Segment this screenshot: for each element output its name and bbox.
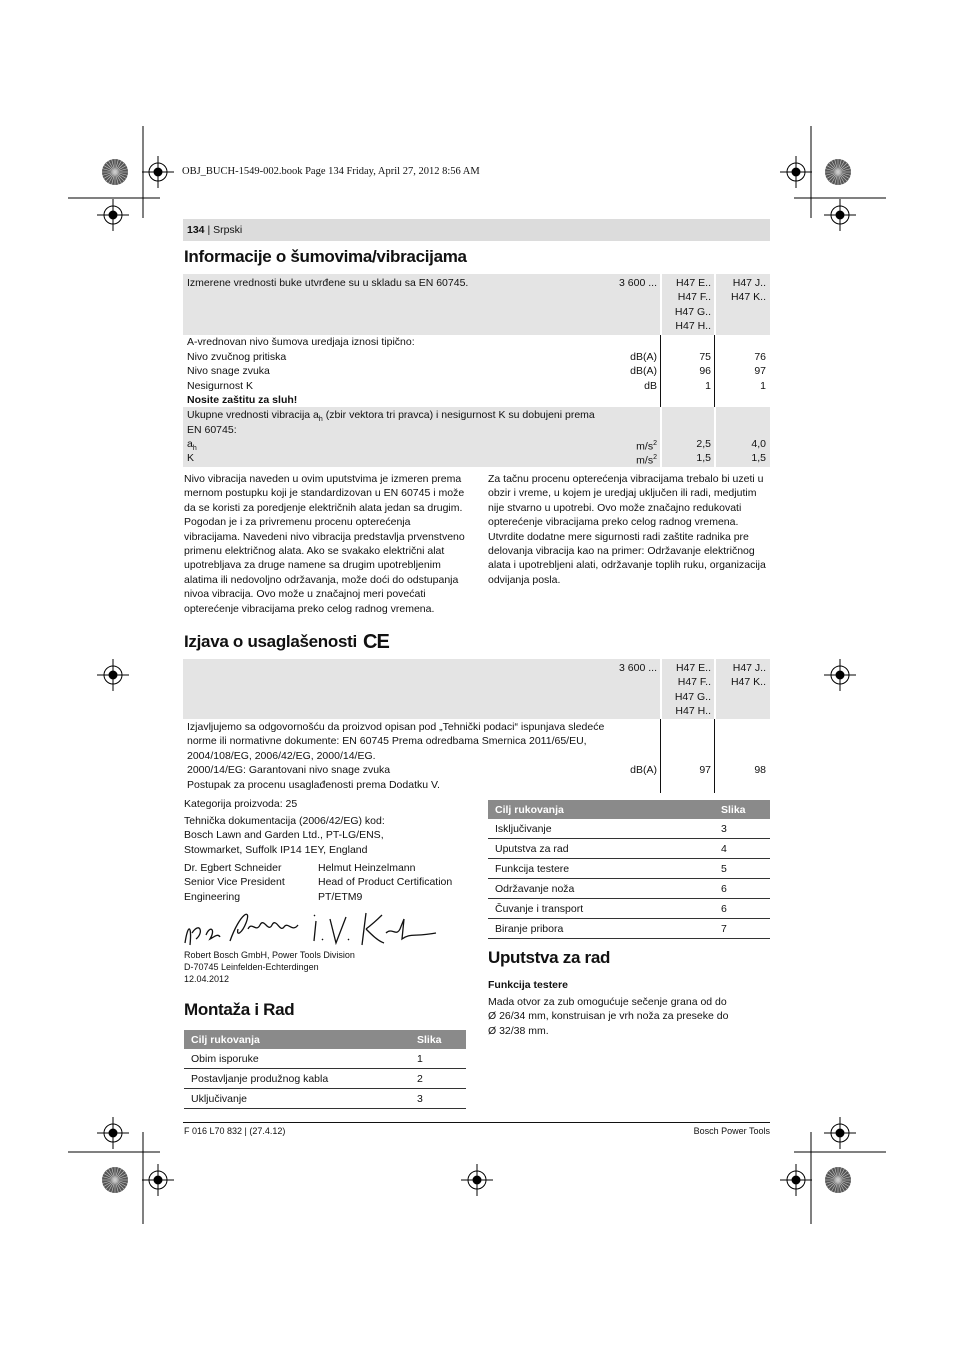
- declaration-line: 2004/108/EG, 2006/42/EG, 2000/14/EG.: [187, 749, 376, 762]
- vibration-row-value-1: 1,5: [696, 452, 711, 465]
- signer-line: Senior Vice President: [184, 876, 285, 889]
- table-row: [488, 839, 770, 859]
- technical-documentation: [184, 814, 385, 857]
- tech-doc-line: Tehnička dokumentacija (2006/42/EG) kod:: [184, 815, 385, 827]
- registration-crosshair: [142, 156, 174, 188]
- page-number: 134: [187, 224, 205, 236]
- signer-line: Helmut Heinzelmann: [318, 862, 416, 874]
- noise-row-label: Nivo snage zvuka: [187, 365, 270, 378]
- table-cell-figure: 4: [714, 839, 770, 859]
- conformity-declaration: [187, 720, 604, 792]
- page-header-bar: [183, 219, 770, 241]
- conformity-value-2: 98: [754, 764, 766, 776]
- instruction-line: Ø 32/38 mm.: [488, 1024, 549, 1037]
- table-row: [488, 859, 770, 879]
- ce-mark-icon: CE: [363, 631, 389, 653]
- model-prefix: 3 600 ...: [619, 662, 657, 674]
- vib-intro-sub: h: [318, 416, 323, 424]
- col2-models: [716, 661, 766, 690]
- declaration-line: Izjavljujemo sa odgovornošću da proizvod opisan pod „Tehnički podaci“ ispunjava sledeće: [187, 721, 605, 733]
- company-line: 12.04.2012: [184, 974, 230, 984]
- col-header-goal: Cilj rukovanja: [184, 1030, 410, 1049]
- table-cell-goal: Čuvanje i transport: [488, 899, 714, 919]
- noise-row-unit: dB(A): [630, 351, 657, 363]
- assembly-section-title: Montaža i Rad: [184, 1000, 295, 1019]
- conformity-value-1: 97: [699, 764, 711, 776]
- col-header-figure: Slika: [410, 1030, 466, 1049]
- vibration-paragraph-right: Za tačnu procenu opterećenja vibracijama trebalo bi uzeti u obzir i vreme, u kojem je uredjaj uključen ili radi, medjutim nije stvarno u upotrebi. Ovo može značajno redukovati opterećenje vibracijama preko celog radnog vremena. Utvrdite dodatne mere sigurnosti radi zaštite radnika pre delovanja vibracija kao na primer: Održavanje električnog alata i upotrebljeni alati, održavanje toplih ruku, organizacija odvijanja posla.: [488, 473, 766, 586]
- noise-row-label: Nesigurnost K: [187, 379, 253, 392]
- table-cell-figure: 2: [410, 1069, 466, 1089]
- vibration-row-label-sub: h: [192, 445, 197, 453]
- model-code: H47 F..: [677, 676, 711, 689]
- vibration-standard: EN 60745:: [187, 424, 237, 436]
- noise-row-value-1: 96: [699, 365, 711, 378]
- instruction-line: Ø 26/34 mm, konstruisan je vrh noža za preseke do: [488, 1010, 729, 1023]
- declaration-line: 2000/14/EG: Garantovani nivo snage zvuka: [187, 764, 391, 777]
- table-cell-goal: Postavljanje produžnog kabla: [184, 1069, 410, 1089]
- col2-models: [716, 276, 766, 305]
- footer-brand: Bosch Power Tools: [693, 1126, 770, 1136]
- language-label: Srpski: [213, 224, 243, 236]
- assembly-table: [184, 1030, 466, 1109]
- vibration-paragraph-left: Nivo vibracija naveden u ovim uputstvima je izmeren prema mernom postupku koji je standardizovan u EN 60745 i može da se koristi za poredjenje električnih alata jedan sa drugim. Pogodan je i za privremenu procenu opterećenja vibracijama. Navedeni nivo vibracija predstavlja prvenstveno primenu električnog alata. Ako se svakako električni alat upotrebljava za druge namene sa drugim upotrebljenim alatima ili nedovoljno održavanja, može doći do odstupanja nivoa vibracija. Ovo može u značajnoj meri povećati opterećenje vibracijama preko celog radnog vremena.: [184, 473, 465, 615]
- noise-row-unit: dB: [644, 379, 657, 392]
- table-cell-goal: Uputstva za rad: [488, 839, 714, 859]
- col1-models: [662, 661, 711, 719]
- table-row: [488, 879, 770, 899]
- signer-line: Head of Product Certification: [318, 876, 453, 889]
- model-code: H47 G..: [674, 305, 711, 318]
- company-line: D-70745 Leinfelden-Echterdingen: [184, 962, 319, 972]
- vibration-row-label: K: [187, 452, 195, 465]
- table-row: [488, 819, 770, 839]
- signer-2: [318, 861, 452, 904]
- table-cell-figure: 1: [410, 1049, 466, 1069]
- model-code: H47 H..: [675, 320, 711, 333]
- model-code: H47 E..: [675, 662, 711, 674]
- registration-rosette: [102, 159, 128, 185]
- registration-crosshair: [97, 659, 129, 691]
- tech-doc-line: Stowmarket, Suffolk IP14 1EY, England: [184, 843, 368, 856]
- model-code: H47 J..: [732, 662, 766, 674]
- work-instructions-title: Uputstva za rad: [488, 948, 611, 967]
- table-cell-goal: Održavanje noža: [488, 879, 714, 899]
- a-weighted-label: A-vrednovan nivo šumova uredjaja iznosi tipično:: [187, 336, 415, 348]
- declaration-line: Postupak za procenu usaglađenosti prema Dodatku V.: [187, 778, 440, 791]
- table-cell-goal: Isključivanje: [488, 819, 714, 839]
- signer-line: Engineering: [184, 890, 241, 903]
- product-category: Kategorija proizvoda: 25: [184, 798, 298, 810]
- registration-crosshair: [97, 199, 129, 231]
- noise-row-value-1: 75: [699, 351, 711, 363]
- registration-rosette: [825, 159, 851, 185]
- vibration-row-value-1: 2,5: [696, 438, 711, 450]
- registration-crosshair: [780, 156, 812, 188]
- noise-section-title: Informacije o šumovima/vibracijama: [184, 247, 467, 266]
- table-row: [184, 1049, 466, 1069]
- table-cell-figure: 6: [714, 899, 770, 919]
- model-code: H47 H..: [675, 705, 711, 718]
- col1-models: [662, 276, 711, 334]
- vibration-row-label: $a_h$: [187, 438, 197, 453]
- operation-table: [488, 800, 770, 939]
- file-meta-header: OBJ_BUCH-1549-002.book Page 134 Friday, April 27, 2012 8:56 AM: [182, 166, 480, 177]
- table-row: [488, 899, 770, 919]
- vibration-row-unit: $m/s^2$: [636, 454, 657, 467]
- signer-line: PT/ETM9: [318, 890, 363, 903]
- noise-row-label: Nivo zvučnog pritiska: [187, 351, 287, 363]
- col-header-goal: Cilj rukovanja: [488, 800, 714, 819]
- table-cell-goal: Uključivanje: [184, 1089, 410, 1109]
- registration-crosshair: [824, 199, 856, 231]
- vibration-intro: [187, 408, 595, 428]
- table-row: [184, 1069, 466, 1089]
- registration-rosette: [102, 1167, 128, 1193]
- model-code: H47 F..: [677, 291, 711, 304]
- model-prefix: 3 600 ...: [619, 277, 657, 289]
- registration-crosshair: [780, 1164, 812, 1196]
- noise-row-value-1: 1: [705, 379, 711, 392]
- registration-crosshair: [824, 1117, 856, 1149]
- table-cell-figure: 3: [714, 819, 770, 839]
- unit-superscript: 2: [653, 454, 657, 462]
- signer-1: [184, 861, 285, 904]
- model-code: H47 J..: [732, 277, 766, 289]
- unit-superscript: 2: [653, 440, 657, 447]
- table-cell-figure: 5: [714, 859, 770, 879]
- table-row: [488, 919, 770, 939]
- tech-doc-line: Bosch Lawn and Garden Ltd., PT-LG/ENS,: [184, 829, 384, 842]
- footer-doc-number: F 016 L70 832 | (27.4.12): [184, 1126, 286, 1136]
- vibration-row-value-2: 4,0: [751, 438, 766, 450]
- company-line: Robert Bosch GmbH, Power Tools Division: [184, 950, 355, 960]
- model-code: H47 K..: [730, 291, 766, 304]
- noise-row-unit: dB(A): [630, 365, 657, 378]
- model-code: H47 K..: [730, 676, 766, 689]
- registration-crosshair: [461, 1164, 493, 1196]
- saw-function-subtitle: Funkcija testere: [488, 979, 568, 991]
- table-cell-goal: Funkcija testere: [488, 859, 714, 879]
- vib-intro-text: Ukupne vrednosti vibracija a: [187, 409, 319, 421]
- registration-crosshair: [824, 659, 856, 691]
- noise-row-value-2: 97: [754, 365, 766, 378]
- model-code: H47 E..: [675, 277, 711, 289]
- vibration-row-value-2: 1,5: [751, 452, 766, 465]
- table-row: [184, 1089, 466, 1109]
- table-cell-figure: 6: [714, 879, 770, 899]
- handwritten-signatures: [180, 903, 442, 951]
- vib-intro-text: (zbir vektora tri pravca) i nesigurnost K su dobujeni prema: [322, 409, 595, 421]
- table-cell-goal: Obim isporuke: [184, 1049, 410, 1069]
- footer-rule: [183, 1122, 770, 1123]
- noise-row-value-2: 76: [754, 351, 766, 363]
- hearing-protection-warning: Nosite zaštitu za sluh!: [187, 394, 298, 406]
- company-address: [184, 949, 355, 985]
- noise-row-value-2: 1: [760, 379, 766, 392]
- declaration-line: norme ili normativne dokumente: EN 60745 Prema odredbama Smernica 2011/65/EU,: [187, 735, 587, 748]
- table-cell-goal: Biranje pribora: [488, 919, 714, 939]
- noise-intro: Izmerene vrednosti buke utvrđene su u skladu sa EN 60745.: [187, 277, 469, 289]
- registration-rosette: [825, 1167, 851, 1193]
- signer-line: Dr. Egbert Schneider: [184, 862, 282, 874]
- registration-crosshair: [97, 1117, 129, 1149]
- saw-function-text: [488, 995, 728, 1038]
- conformity-unit: dB(A): [630, 764, 657, 776]
- instruction-line: Mada otvor za zub omogućuje sečenje grana od do: [488, 996, 727, 1008]
- table-cell-figure: 3: [410, 1089, 466, 1109]
- conformity-section-title: Izjava o usaglašenosti: [184, 632, 357, 651]
- col-header-figure: Slika: [714, 800, 770, 819]
- model-code: H47 G..: [674, 690, 711, 703]
- registration-crosshair: [142, 1164, 174, 1196]
- table-cell-figure: 7: [714, 919, 770, 939]
- vibration-row-unit: $m/s^2$: [636, 440, 657, 453]
- page-header: 134 | Srpski: [187, 224, 243, 236]
